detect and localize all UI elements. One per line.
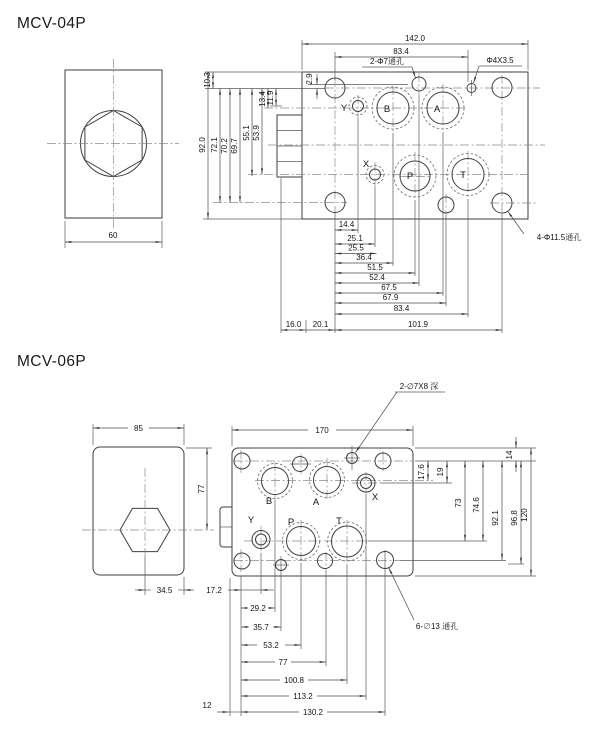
port-label-a: A [433,104,441,115]
port-label-b: B [265,496,273,507]
dim: 19 [436,467,445,477]
dim: 101.9 [407,320,429,329]
dim: 16.0 [285,320,302,329]
callout-mount-holes: 6-∅13 通孔 [415,622,459,631]
dim: 51.5 [367,263,383,272]
dim: 36.4 [356,253,372,262]
dim: 12 [202,701,212,710]
dim: 130.2 [302,708,324,717]
dim: 73 [454,498,463,508]
port-label-x: X [362,159,370,170]
dim: 53.2 [263,641,279,650]
dim: 83.4 [393,304,410,313]
port-label-t: T [460,170,466,181]
dim: 14 [505,450,514,460]
title-mcv04p: MCV-04P [17,15,87,32]
dim: 67.5 [381,283,397,292]
dim: 69.7 [230,138,239,154]
dim-side-width: 85 [134,424,143,433]
dim: 113.2 [293,692,313,701]
port-label-p: P [287,517,295,528]
title-mcv06p: MCV-06P [17,353,87,370]
port-label-a: A [312,497,320,508]
dim: 67.9 [382,293,399,302]
dim: 74.6 [472,497,481,513]
callout-mount-holes: 4-Φ11.5通孔 [536,233,582,242]
dim: 53.9 [252,125,261,141]
dim: 35.7 [253,623,269,632]
port-label-p: P [406,171,414,182]
dim-hex-offset: 34.5 [156,586,173,595]
dim: 25.1 [347,234,363,243]
dim-side-width: 60 [108,231,118,240]
callout-deep-holes: 2-∅7X8 深 [399,382,439,391]
dim: 14.4 [338,220,355,229]
port-label-x: X [371,492,379,503]
callout-top-holes: 2-Φ7通孔 [370,57,404,66]
port-label-y: Y [247,515,255,526]
dim: 142.0 [404,34,426,43]
dim: 55.1 [242,125,251,141]
dim: 13.4 [258,91,267,107]
dim: 20.1 [312,320,329,329]
dim: 29.2 [250,604,266,613]
dim: 17.2 [206,586,222,595]
dim: 83.4 [393,47,409,56]
port-label-y: Y [340,103,348,114]
dim: 92.1 [491,510,500,526]
dim: 72.1 [210,137,219,153]
dim: 2.9 [305,73,314,85]
dim: 92.0 [198,137,207,153]
dim: 52.4 [369,273,385,282]
dim: 11.9 [266,90,275,106]
dim: 120 [520,508,529,522]
dim: 96.8 [510,510,519,526]
port-label-b: B [383,104,391,115]
dim-side-height: 77 [197,484,206,494]
dim: 17.6 [417,464,426,480]
dim: 10.3 [203,72,212,88]
dim: 77 [278,658,288,667]
dim: 170 [315,426,329,435]
port-label-t: T [336,516,342,527]
dim: 100.8 [283,676,305,685]
dim: 70.2 [220,138,229,154]
dim: 25.5 [348,243,364,253]
callout-pin-hole: Φ4X3.5 [486,56,514,65]
